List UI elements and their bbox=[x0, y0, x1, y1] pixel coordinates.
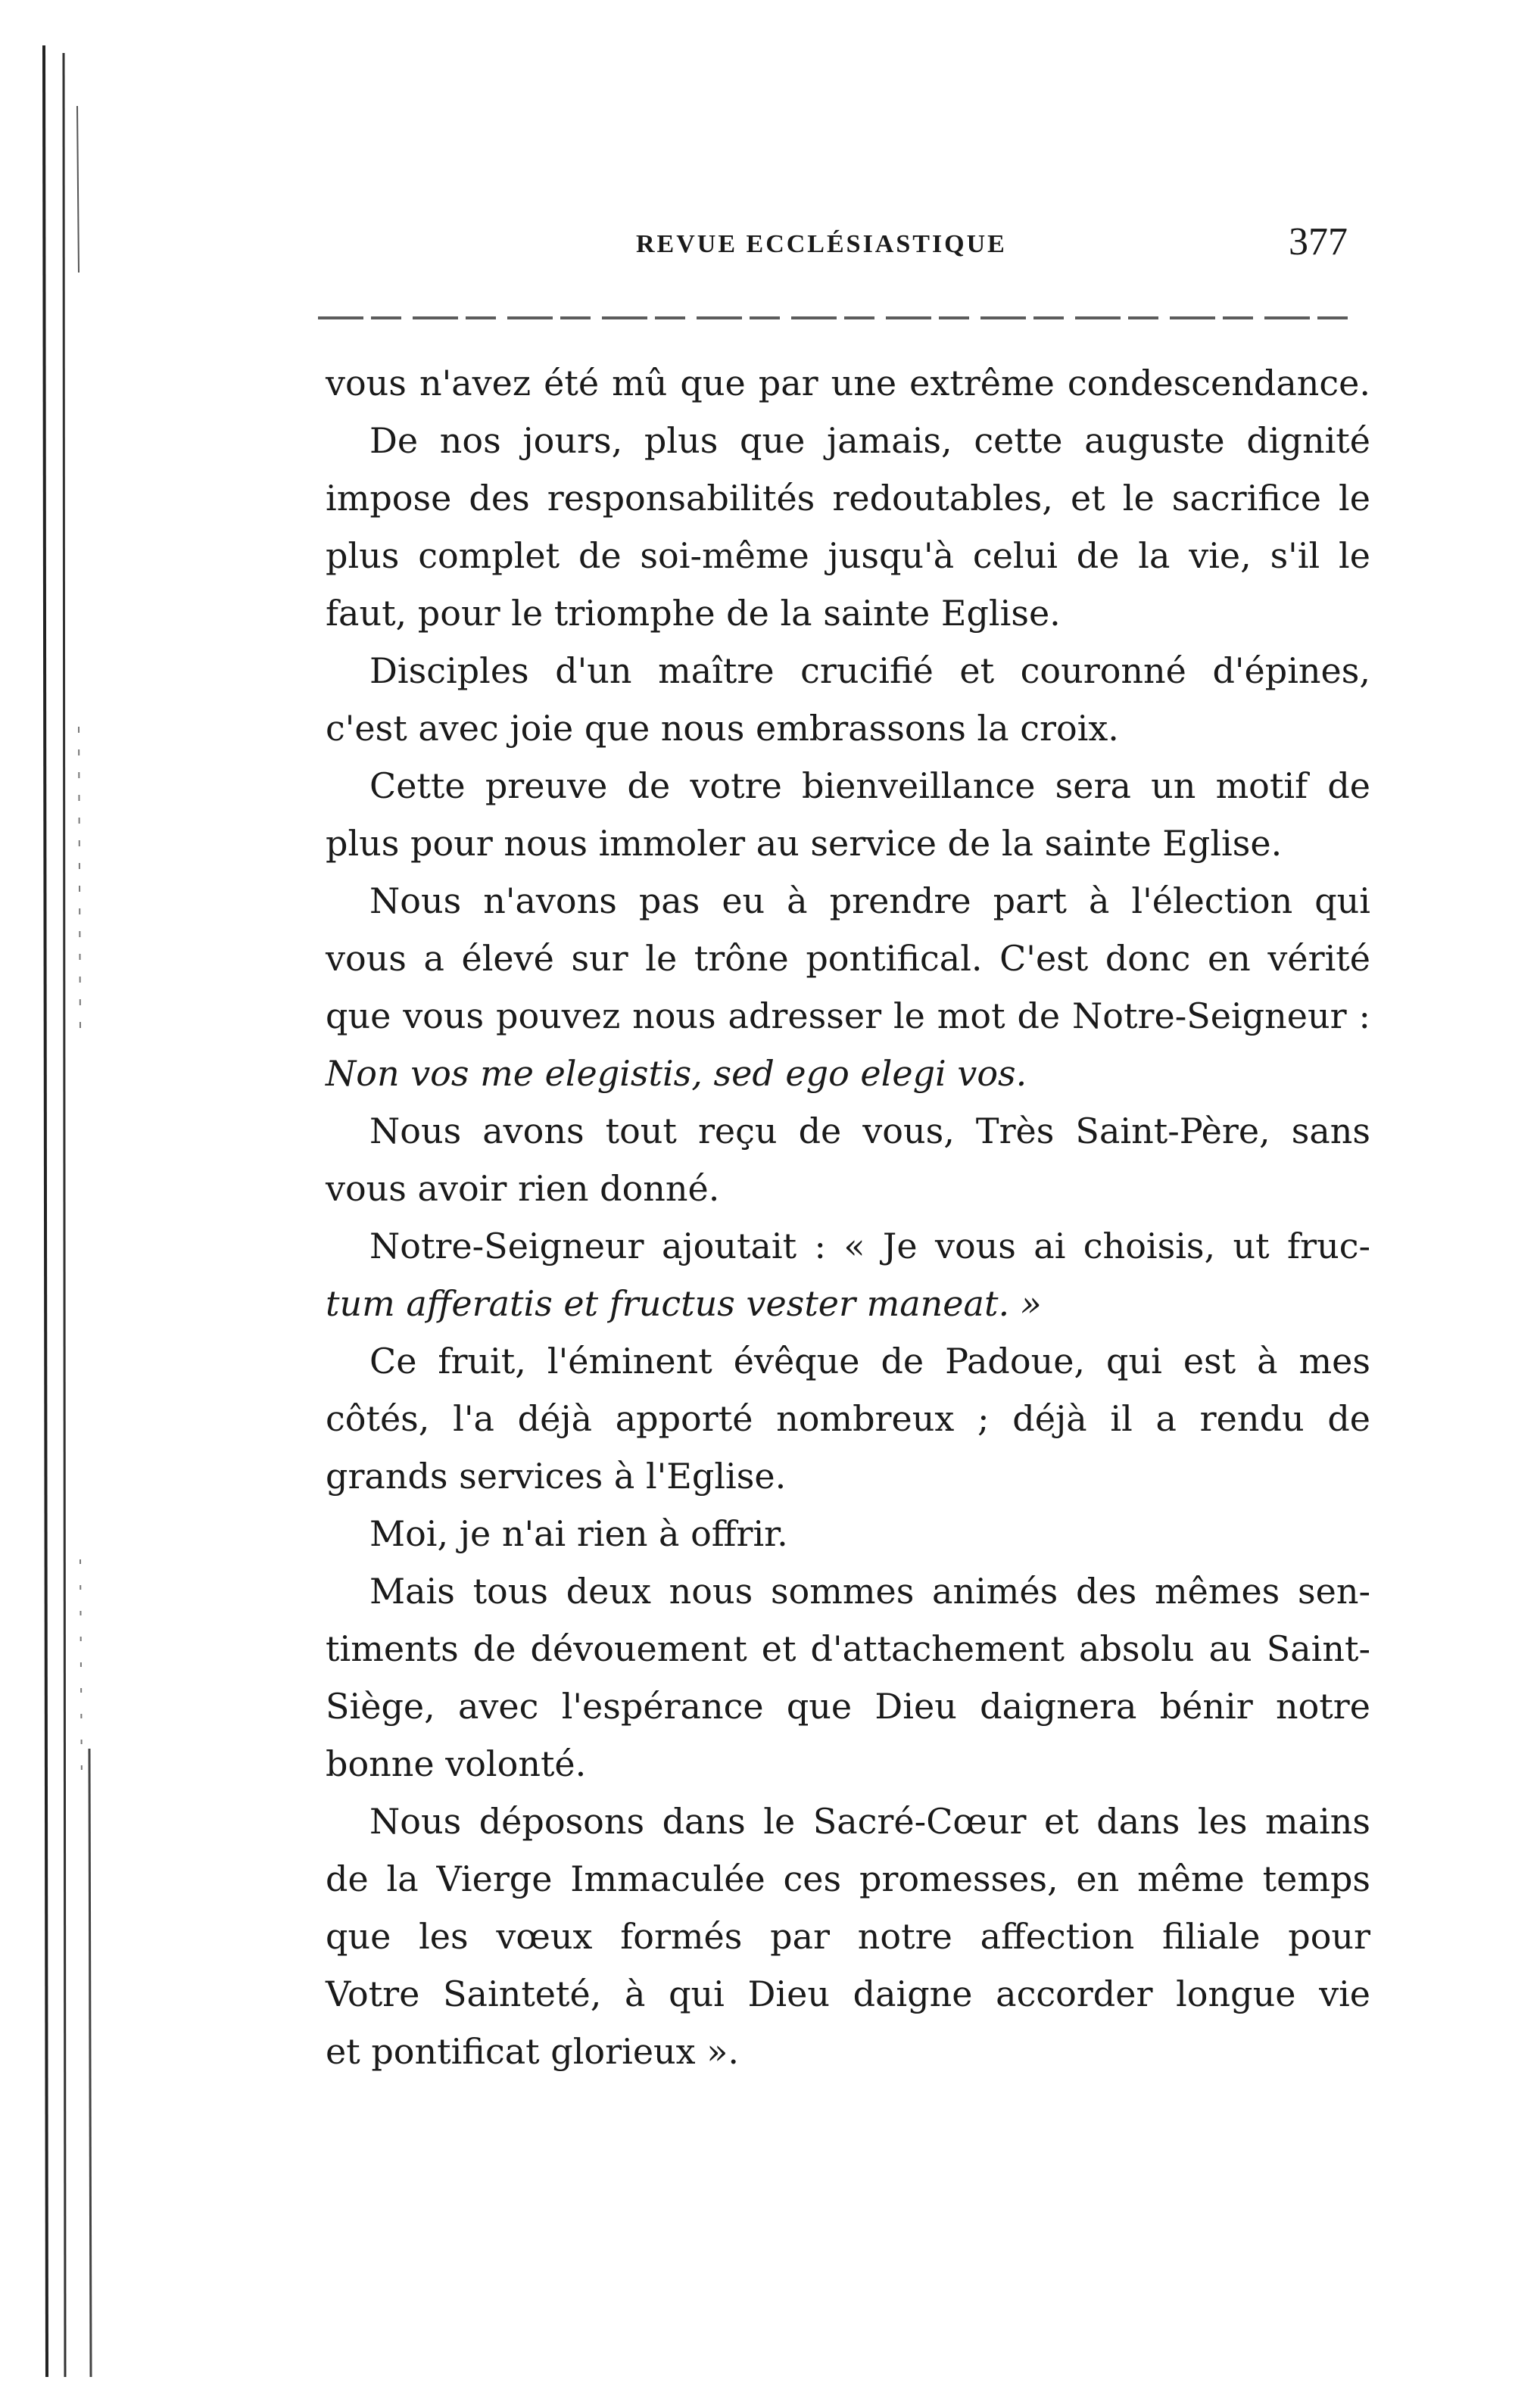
text-line: vous a élevé sur le trône pontifical. C'est donc en vérité bbox=[326, 938, 1370, 979]
text-line: Nous déposons dans le Sacré-Cœur et dans les mains bbox=[369, 1801, 1370, 1842]
text-line: Notre-Seigneur ajoutait : « Je vous ai choisis, ut fruc- bbox=[369, 1226, 1370, 1266]
text-line: bonne volonté. bbox=[326, 1743, 587, 1784]
text-line: Votre Sainteté, à qui Dieu daigne accorder longue vie bbox=[326, 1973, 1370, 2014]
text-line: Disciples d'un maître crucifié et couronné d'épines, bbox=[369, 650, 1370, 691]
text-line: Ce fruit, l'éminent évêque de Padoue, qui est à mes bbox=[369, 1341, 1370, 1382]
text-line: c'est avec joie que nous embrassons la croix. bbox=[326, 708, 1119, 749]
header-rule bbox=[318, 316, 1348, 319]
text-line: timents de dévouement et d'attachement absolu au Saint- bbox=[326, 1628, 1370, 1669]
text-line: grands services à l'Eglise. bbox=[326, 1456, 787, 1497]
text-line: Nous avons tout reçu de vous, Très Saint-Père, sans bbox=[369, 1111, 1370, 1151]
text-line: impose des responsabilités redoutables, et le sacrifice le bbox=[326, 478, 1370, 519]
text-line: faut, pour le triomphe de la sainte Eglise. bbox=[326, 593, 1061, 634]
text-line: vous n'avez été mû que par une extrême condescendance. bbox=[326, 363, 1370, 403]
text-line: De nos jours, plus que jamais, cette auguste dignité bbox=[369, 420, 1370, 461]
page-binding-edge bbox=[30, 45, 121, 2377]
text-line: Moi, je n'ai rien à offrir. bbox=[369, 1513, 788, 1554]
text-line: Mais tous deux nous sommes animés des mêmes sen- bbox=[369, 1571, 1370, 1612]
text-line: et pontificat glorieux ». bbox=[326, 2031, 740, 2072]
latin-quote: tum afferatis et fructus vester maneat. » bbox=[326, 1283, 1042, 1324]
text-line: côtés, l'a déjà apporté nombreux ; déjà il a rendu de bbox=[326, 1398, 1370, 1439]
text-line: plus pour nous immoler au service de la sainte Eglise. bbox=[326, 823, 1283, 864]
text-line: que les vœux formés par notre affection filiale pour bbox=[326, 1916, 1370, 1957]
text-line: de la Vierge Immaculée ces promesses, en même temps bbox=[326, 1858, 1370, 1899]
page-number: 377 bbox=[1289, 220, 1348, 263]
text-line: plus complet de soi-même jusqu'à celui de la vie, s'il le bbox=[326, 535, 1370, 576]
body-text bbox=[326, 354, 1370, 2080]
text-line: Nous n'avons pas eu à prendre part à l'élection qui bbox=[369, 880, 1370, 921]
text-line: vous avoir rien donné. bbox=[326, 1168, 720, 1209]
running-title: REVUE ECCLÉSIASTIQUE bbox=[636, 230, 1007, 258]
latin-quote: Non vos me elegistis, sed ego elegi vos. bbox=[326, 1053, 1027, 1094]
page-header bbox=[318, 220, 1348, 280]
text-line: que vous pouvez nous adresser le mot de Notre-Seigneur : bbox=[326, 995, 1370, 1036]
text-line: Siège, avec l'espérance que Dieu daignera bénir notre bbox=[326, 1686, 1370, 1727]
text-line: Cette preuve de votre bienveillance sera un motif de bbox=[369, 765, 1370, 806]
